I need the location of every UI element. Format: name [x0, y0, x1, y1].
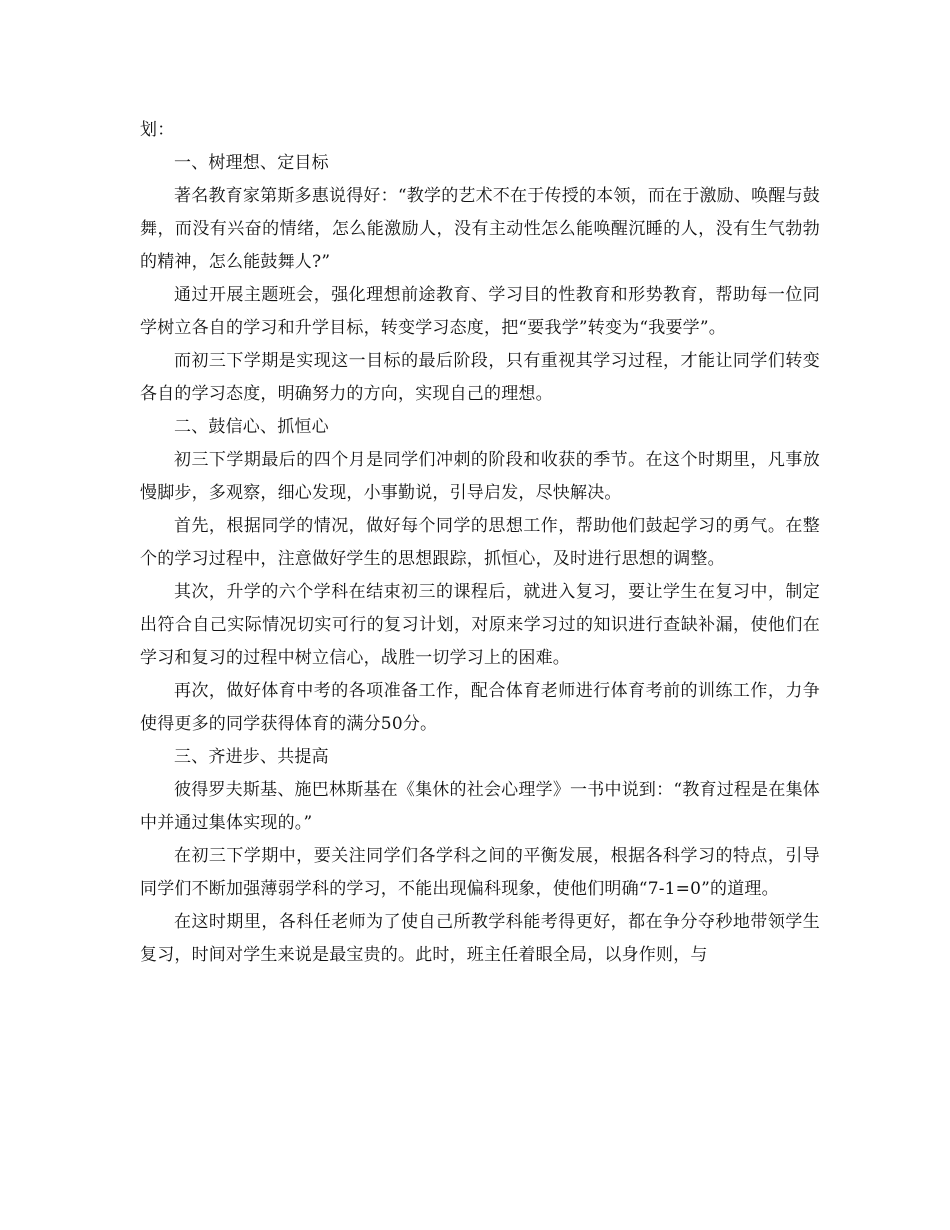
document-body — [140, 114, 820, 972]
paragraph: 其次，升学的六个学科在结束初三的课程后，就进入复习，要让学生在复习中，制定出符合自己实际情况切实可行的复习计划，对原来学习过的知识进行查缺补漏，使他们在学习和复习的过程中树立信心，战胜一切学习上的困难。 — [140, 582, 820, 668]
paragraph: 而初三下学期是实现这一目标的最后阶段，只有重视其学习过程，才能让同学们转变各自的学习态度，明确努力的方向，实现自己的理想。 — [140, 351, 820, 404]
paragraph: 通过开展主题班会，强化理想前途教育、学习目的性教育和形势教育，帮助每一位同学树立各自的学习和升学目标，转变学习态度，把“要我学”转变为“我要学”。 — [140, 285, 820, 338]
paragraph: 著名教育家第斯多惠说得好：“教学的艺术不在于传授的本领，而在于激励、唤醒与鼓舞，而没有兴奋的情绪，怎么能激励人，没有主动性怎么能唤醒沉睡的人，没有生气勃勃的精神，怎么能鼓舞人?” — [140, 186, 820, 272]
paragraph: 在初三下学期中，要关注同学们各学科之间的平衡发展，根据各科学习的特点，引导同学们不断加强薄弱学科的学习，不能出现偏科现象，使他们明确“7-1=0”的道理。 — [140, 846, 820, 899]
paragraph: 再次，做好体育中考的各项准备工作，配合体育老师进行体育考前的训练工作，力争使得更多的同学获得体育的满分50分。 — [140, 681, 820, 734]
paragraph: 首先，根据同学的情况，做好每个同学的思想工作，帮助他们鼓起学习的勇气。在整个的学习过程中，注意做好学生的思想跟踪，抓恒心，及时进行思想的调整。 — [140, 516, 820, 569]
paragraph: 在这时期里，各科任老师为了使自己所教学科能考得更好，都在争分夺秒地带领学生复习，时间对学生来说是最宝贵的。此时，班主任着眼全局，以身作则，与 — [140, 912, 820, 965]
section-heading-1: 一、树理想、定目标 — [174, 153, 329, 173]
paragraph: 彼得罗夫斯基、施巴林斯基在《集休的社会心理学》一书中说到：“教育过程是在集体中并通过集体实现的。” — [140, 780, 820, 833]
section-heading-3: 三、齐进步、共提高 — [174, 747, 329, 767]
paragraph-continuation: 划： — [140, 120, 175, 140]
section-heading-2: 二、鼓信心、抓恒心 — [174, 417, 329, 437]
paragraph: 初三下学期最后的四个月是同学们冲刺的阶段和收获的季节。在这个时期里，凡事放慢脚步，多观察，细心发现，小事勤说，引导启发，尽快解决。 — [140, 450, 820, 503]
